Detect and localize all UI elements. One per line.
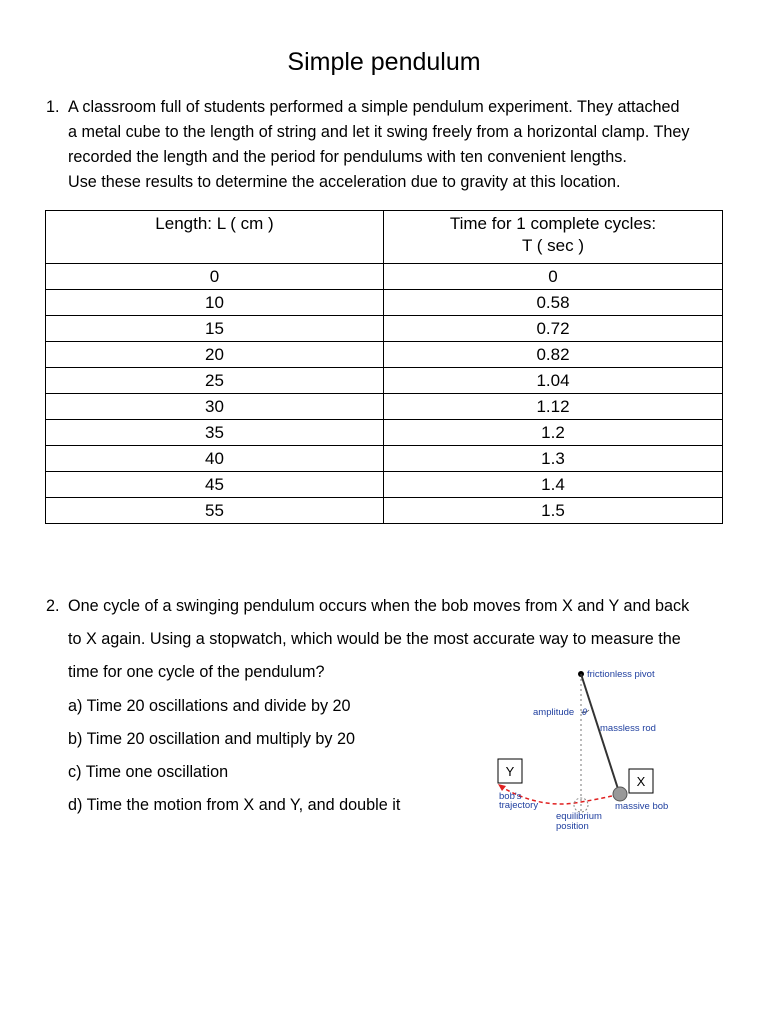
length-cell: 30: [46, 394, 384, 420]
length-cell: 25: [46, 368, 384, 394]
question-2-line: to X again. Using a stopwatch, which would be the most accurate way to measure the: [68, 630, 681, 648]
pendulum-data-table: [45, 210, 723, 524]
time-header-line-2: T ( sec ): [521, 236, 585, 255]
table-row: [46, 316, 723, 342]
time-cell: 0: [384, 264, 723, 290]
question-1: [46, 95, 726, 195]
option-c: c) Time one oscillation: [68, 763, 229, 781]
pendulum-diagram: [490, 660, 690, 840]
length-cell: 55: [46, 498, 384, 524]
amplitude-label: amplitude: [533, 707, 575, 718]
pivot-label: frictionless pivot: [587, 669, 655, 680]
question-2-line: One cycle of a swinging pendulum occurs when the bob moves from X and Y and back: [68, 597, 690, 615]
question-1-line: Use these results to determine the acceleration due to gravity at this location.: [68, 173, 621, 191]
page-title: Simple pendulum: [287, 48, 481, 76]
table-row: [46, 368, 723, 394]
answer-options: [68, 690, 400, 822]
table-row: [46, 342, 723, 368]
table-row: [46, 420, 723, 446]
time-cell: 1.5: [384, 498, 723, 524]
time-cell: 1.4: [384, 472, 723, 498]
time-cell: 0.72: [384, 316, 723, 342]
trajectory-label-2: trajectory: [499, 800, 539, 811]
length-cell: 20: [46, 342, 384, 368]
time-cell: 1.2: [384, 420, 723, 446]
theta-label: θ: [582, 707, 587, 717]
equilibrium-label-2: position: [556, 821, 589, 832]
length-cell: 35: [46, 420, 384, 446]
table-row: [46, 446, 723, 472]
time-cell: 0.58: [384, 290, 723, 316]
time-cell: 0.82: [384, 342, 723, 368]
length-cell: 10: [46, 290, 384, 316]
question-1-line: a metal cube to the length of string and let it swing freely from a horizontal clamp. They: [68, 123, 690, 141]
table-row: [46, 290, 723, 316]
x-label: X: [636, 774, 646, 789]
question-1-line: A classroom full of students performed a simple pendulum experiment. They attached: [68, 98, 680, 116]
length-cell: 15: [46, 316, 384, 342]
time-cell: 1.04: [384, 368, 723, 394]
question-1-number: 1.: [46, 98, 60, 116]
question-1-line: recorded the length and the period for pendulums with ten convenient lengths.: [68, 148, 627, 166]
option-d: d) Time the motion from X and Y, and double it: [68, 796, 401, 814]
question-1-text: [68, 95, 726, 195]
time-header-line-1: Time for 1 complete cycles:: [449, 214, 657, 233]
option-a: a) Time 20 oscillations and divide by 20: [68, 697, 351, 715]
bob-label: massive bob: [615, 801, 669, 812]
time-cell: 1.3: [384, 446, 723, 472]
length-column-header: Length: L ( cm ): [46, 211, 384, 264]
trajectory-label-1: bob's: [499, 791, 522, 802]
length-cell: 0: [46, 264, 384, 290]
length-cell: 40: [46, 446, 384, 472]
option-b: b) Time 20 oscillation and multiply by 20: [68, 730, 356, 748]
table-header-row: [46, 211, 723, 264]
time-column-header: [384, 211, 723, 264]
time-cell: 1.12: [384, 394, 723, 420]
table-row: [46, 264, 723, 290]
y-label: Y: [505, 764, 515, 779]
question-2-line: time for one cycle of the pendulum?: [68, 663, 325, 681]
rod-label: massless rod: [600, 723, 656, 734]
table-row: [46, 394, 723, 420]
massive-bob: [613, 787, 627, 801]
trajectory-arrowhead: [498, 784, 506, 791]
table-row: [46, 472, 723, 498]
length-cell: 45: [46, 472, 384, 498]
question-2-number: 2.: [46, 597, 60, 615]
table-row: [46, 498, 723, 524]
equilibrium-label-1: equilibrium: [556, 811, 602, 822]
